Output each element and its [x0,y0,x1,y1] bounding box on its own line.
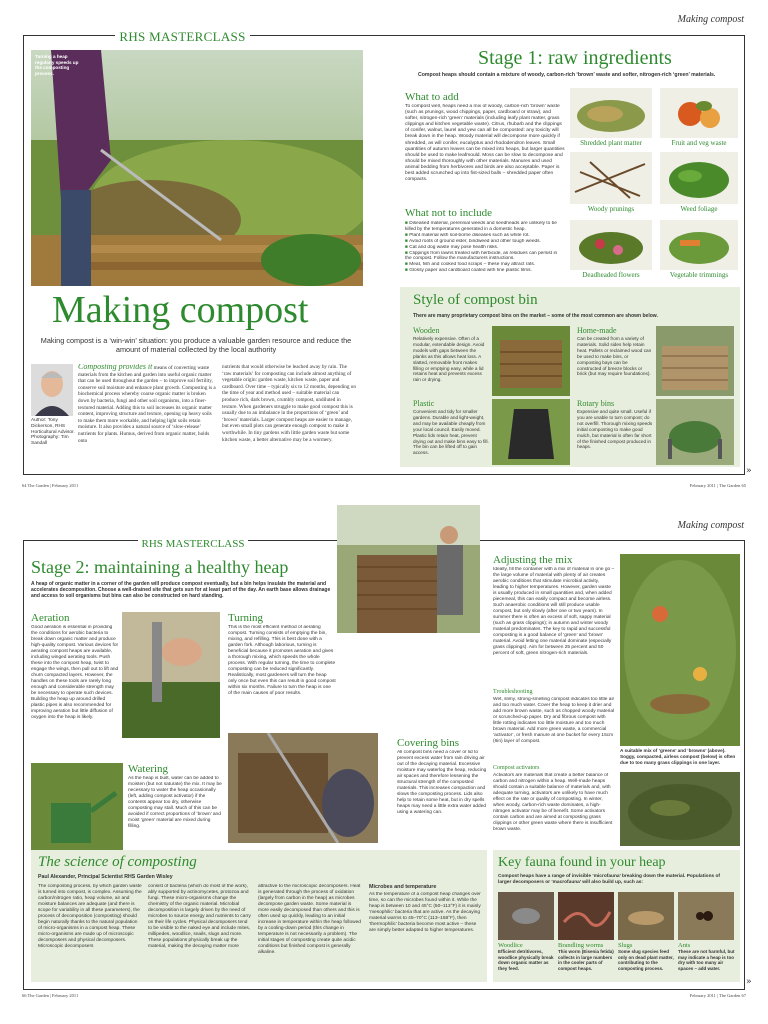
thumb-shredded-caption: Shredded plant matter [580,139,642,147]
aerator-photo [122,612,220,738]
masterclass-label-2: RHS MASTERCLASS [141,538,245,550]
bin-plastic-text: Convenient and tidy for smaller gardens. Durable and light-weight, and may be available cheaply from your local council. Easily moved. Plastic lids retain heat, prevent drying out and make bins easy to fill. The bin can be lifted off to gain access. [413,409,489,456]
thumb-fruit [660,88,738,138]
running-head: Making compost [677,14,744,25]
what-not-item: Plant material with soil-borne diseases such as white rot. [409,232,530,238]
bin-plastic-heading: Plastic [413,399,435,408]
science-heading: The science of composting [38,854,197,870]
activators-text: Activators are materials that create a better balance of carbon and nitrogen within a heap. Well-made heaps should contain a suitable balance of materials and, with adequate turning, activators are unlikely to have much effect on the rate or quality of composting. In winter, when woody, carbon-rich waste dominates, a high-nitrogen activator may be of benefit. Some activators contain carbon and are aimed at composting grass clippings or other green waste where there is insufficient brown waste. [493,773,613,832]
bin-title: Style of compost bin [413,292,538,308]
hero-photo [31,50,363,286]
mix-caption: A suitable mix of ‘greens’ and ‘browns’ (above). Soggy, compacted, airless compost (below) is often due to too many grass clippings in one layer. [620,748,736,765]
bin-wooden-text: Relatively expensive. Often of a modular, extendable design. Avoid models with gaps between the planks as this allows heat loss. A slatted, removable front makes filling or emptying easy, while a lid retains heat and prevents excess rain or drying. [413,336,485,383]
thumb-weed [660,152,738,204]
turning-photo [228,733,378,843]
fauna-heading: Key fauna found in your heap [498,855,666,870]
thumb-fruit-caption: Fruit and veg waste [671,139,727,147]
what-not-item: Avoid roots of ground elder, bindweed and other tough weeds. [408,238,541,244]
what-not-item: Cat and dog waste may pose health risks. [409,244,499,250]
what-to-add-heading: What to add [405,91,459,103]
covering-text: All compost bins need a cover or lid to prevent excess water from rain driving air out of the decaying material. Excessive moisture may waterlog the heap, reducing air spaces and therefore lessening the structural strength of the composted materials. This increases compaction and slows the composting process. Lids also help to retain some heat, but in dry spells heaps may need a little extra water added using a watering can. [397,750,487,815]
bin-homemade-photo [656,326,734,396]
fauna-ants-name: Ants [678,942,691,949]
folio-left-1: 64 The Garden | February 2011 [22,483,79,488]
bin-homemade-text: Can be created from a variety of materials. Solid sides help retain heat. Pallets or reclaimed wood can be used to make bins, or composting bays can be constructed of breeze blocks or brick (but may require foundations). [577,336,652,377]
bin-homemade-heading: Home-made [577,326,617,335]
adjusting-text: Ideally, fill the container with a mix of material in one go – the large volume of material with plenty of air creates aerobic conditions that stimulate microbial activity, leading to higher temperatures. However, garden waste is usually produced in small quantities and, when added piecemeal, this can easily compact and become airless. Such anaerobic conditions will still produce usable compost, but only slowly (after one or two years). In summer there is often an excess of soft, sappy material (such as grass clippings); in autumn and winter woody material predominates. The key to rapid and successful composting is a good balance of ‘green’ and ‘brown’ material. Avoid letting one material dominate (especially grass clippings). Aim for between 25 percent and 50 percent of soft, green nitrogen-rich materials. [493,567,615,656]
masterclass-badge-2 [138,532,248,548]
bin-plastic-photo [492,399,570,465]
thumb-weed-caption: Weed foliage [680,205,718,213]
intro-col-2: nutrients that would otherwise be leached away by rain. The ‘raw materials’ for composting can include almost anything of vegetable origin: garden waste, kitchen waste, paper and cardboard. Over time – typically six to 12 months, depending on the time of year and method used – suitable material can produce rich, dark brown, crumbly compost, undiluted in texture. When gardeners struggle to make good compost this is usually due to an imbalance in the proportions of ‘green’ and ‘brown’ materials. Larger compost heaps are easier to manage, but even small plots can generate enough compost to make it worthwhile. In tiny gardens with little garden waste but some kitchen waste, a better alternative may be a wormery. [222,364,356,443]
worms-photo [558,892,614,940]
what-not-list: ■ Diseased material, perennial weeds and seedheads are unlikely to be killed by the temperatures generated in a domestic heap. ■ Plant material with soil-borne diseases such as white rot. ■ Avoid roots of ground elder, bindweed and other tough weeds. ■ Cat and dog waste may pose health risks. ■ Clippings from lawns treated with herbicide, as residues can persist in the compost. Follow the manufacturers instructions. ■ Meat, fish and cooked food scraps – these may attract rats. ■ Glossy paper and cardboard coated with fine plastic films. [405,221,558,274]
stage1-subtitle: Compost heaps should contain a mixture of woody, carbon-rich ‘brown’ waste and softer, nitrogen-rich ‘green’ materials. [418,72,716,78]
science-col-1: The composting process, by which garden waste is turned into compost, is complex. Assuming the carbon/nitrogen ratio, heap volume, air and moisture balances are adequate (and there is scope for variability in all these parameters), the process of decomposition (composting) should begin naturally thanks to the natural population of micro-organisms in a compost heap. These micro-organisms are made up of microscopic decomposers and physical decomposers. Microscopic decomposers [38,884,142,949]
aeration-text: Good aeration is essential in providing the conditions for aerobic bacteria to break down organic matter and produce high-quality compost. Various devices for aerating compost heaps are available, including winged aerating tools. Push these into the compost heap, twist to engage the wings, then pull out to lift and churn compacted layers. However, the handles on these tools are rarely long enough and considerable strength may be necessary to operate such devices. Building the heap up around drilled plastic pipes is also recommended for improving aeration but little diffusion of oxygen into the heap is likely. [31,625,119,720]
science-byline: Paul Alexander, Principal Scientist RHS Garden Wisley [38,874,173,880]
thumb-vegetable [660,220,738,270]
adjusting-heading: Adjusting the mix [493,554,573,566]
continue-arrow-2: » [746,977,752,987]
thumb-woody-caption: Woody prunings [587,205,635,213]
folio-left-2: 66 The Garden | February 2011 [22,993,79,998]
science-col-2: consist of bacteria (which do most of the work), ably supported by actinomycetes, protozoa and fungi. These micro-organisms change the chemistry of the organic material. Microbial decomposition is largely driven by the need of microbes to source energy and nutrients to carry on their life cycles. Physical decomposers tend to be visible to the naked eye and include mites, millipedes, woodlice, snails, slugs and more. These populations physically break up the material, making the decaying matter more [148,884,251,949]
troubleshooting-text: Wet, slimy, strong-smelling compost indicates too little air and too much water. Cover the heap to keep it drier and add more brown waste, such as chopped woody material or scrunched-up paper. Dry and fibrous compost with little rotting indicates too little moisture and too much brown material. Add more green waste, a commercial ‘activator’, or fresh manure at one bucket for every 15cm (6in) layer of compost. [493,697,615,744]
bin-wooden-photo [492,326,570,396]
what-not-heading: What not to include [405,207,493,219]
thumb-vegetable-caption: Vegetable trimmings [669,271,729,279]
mix-photo [620,554,740,746]
stage2-title: Stage 2: maintaining a healthy heap [31,557,289,577]
what-not-item: Meat, fish and cooked food scraps – these may attract rats. [409,262,536,268]
microbes-heading: Microbes and temperature [369,884,437,890]
fauna-woodlice-name: Woodlice [498,942,523,949]
masterclass-badge [115,26,250,42]
watering-can-photo [31,763,123,855]
bin-rotary-heading: Rotary bins [577,399,615,408]
fauna-slugs-text: Some slug species feed only on dead plant matter, contributing to the composting process. [618,949,674,971]
standfirst: Making compost is a ‘win-win’ situation: you produce a valuable garden resource and reduce the amount of material collected by the local authority [40,336,352,354]
masterclass-label: RHS MASTERCLASS [119,29,246,44]
fauna-slugs-name: Slugs [618,942,633,949]
bin-wooden-heading: Wooden [413,326,440,335]
intro-lead: Composting provides it [78,364,153,371]
folio-right-2: February 2011 | The Garden 67 [689,993,746,998]
compost-bin-photo [337,505,480,633]
ants-photo [678,892,734,940]
author-photo [31,364,73,416]
covering-heading: Covering bins [397,737,460,749]
fauna-worms-text: This worm (Eisenia fetida) collects in large numbers in the cooler parts of compost heaps. [558,949,614,971]
watering-heading: Watering [128,763,169,775]
what-to-add-text: To compost well, heaps need a mix of woody, carbon-rich ‘brown’ waste (such as prunings, wood chippings, paper, cardboard or straw), and softer, nitrogen-rich ‘green’ materials (including leafy plant matter, grass clippings and kitchen vegetable waste). Citrus, rhubarb and the clippings of conifer, walnut, laurel and yew can all be composted: any toxicity will break down in the heap. Woody material will decompose more quickly if shredded, as will conifer, eucalyptus and rhododendron leaves. Small quantities of autumn leaves can be mixed into heaps, but larger quantities should be used to make leafmould. Moss can be slow to decompose and should be mixed thoroughly with other materials. Manures and used animal bedding from herbivores and birds are also acceptable. Paper is best added scrunched up into fist-sized balls – shredded paper often compacts. [405,104,565,183]
fauna-subtitle: Compost heaps have a range of invisible ‘microfauna’ breaking down the material. Populations of larger decomposers or ‘macrofauna’ will also build up, such as: [498,874,721,885]
microbes-text: As the temperature of a compost heap changes over time, so can the microbes found within it. While the heap is between 10 and 45°C (50–113°F) it is mainly ‘mesophilic’ bacteria that are active. As the decaying material warms to 45–70°C (113–158°F), then ‘thermophilic’ bacteria become most active – these are simply better adapted to higher temperatures. [369,892,481,933]
thumb-woody [570,152,652,204]
aeration-heading: Aeration [31,612,70,624]
activators-heading: Compost activators [493,765,540,771]
watering-text: As the heap is built, water can be added to moisten (but not saturate) the mix. It may be necessary to water the heap occasionally (left, adding compost activator) if the contents appear too dry, otherwise composting may stall. Much of this can be avoided if correct proportions of ‘brown’ and moist ‘green’ material are mixed during filling. [128,776,222,829]
woodlice-photo [498,892,554,940]
bin-rotary-photo [656,399,734,465]
turning-heading: Turning [228,612,264,624]
what-not-item: Glossy paper and cardboard coated with fine plastic films. [409,268,532,274]
troubleshooting-heading: Troubleshooting [493,689,533,695]
stage2-subtitle: A heap of organic matter in a corner of the garden will produce compost eventually, but a bin helps insulate the material and accelerates decomposition. Choose a well-drained site that gets sun for at least part of the day. An earth base allows drainage and access to soil organisms but bins can also be constructed on hard standing. [31,581,331,600]
turning-text: This is the most efficient method of aerating compost. Turning consists of emptying the bin, mixing, and refilling. This is best done with a garden fork. Although laborious, turning is beneficial because it promotes aeration and gives a thorough mixing, which speeds the whole process. With regular turning, the time to complete composting can be reduced significantly. Realistically, most gardeners will turn the heap only once but even this can result in good compost within six months. Failure to turn the heap is one of the main causes of poor results. [228,625,336,696]
fauna-ants-text: These are not harmful, but may indicate a heap is too dry with too many air spaces – add water. [678,949,735,971]
stage1-title: Stage 1: raw ingredients [478,47,672,69]
soggy-photo [620,772,740,846]
continue-arrow: » [746,466,752,476]
bin-rotary-text: Expensive and quite small. Useful if you are unable to turn compost; do not overfill. Thorough mixing speeds initial composting to make good mulch, but material is often far short of the finished compost produced in heaps. [577,409,653,450]
folio-right-1: February 2011 | The Garden 65 [689,483,746,488]
what-not-item: Clippings from lawns treated with herbicide, as residues can persist in the compost. Follow the manufacturers instructions. [405,250,558,262]
intro-text-1: means of converting waste materials from the kitchen and garden into useful organic matter that can be used throughout the garden – to improve soil fertility, conserve soil moisture and enhance plant growth. Composting is a biochemical process whereby coarse organic matter is broken down by bacteria, fungi and other soil organisms, into a finer-textured material. Adding this to soil increases its organic matter content, improving structure and texture, opening up heavy soils to make them more workable, and helping light soils retain moisture. It also provides a natural source of ‘slow-release’ nutrients for plants. Humus, derived from organic matter, holds onto [78,365,216,444]
intro-col-1 [78,364,216,466]
author-credit: Author: Tony Dickerson, RHS Horticultural Advisor. Photography: Tim Sandall [31,418,75,447]
bin-subtitle: There are many proprietary compost bins on the market – some of the most common are shown below. [413,313,658,319]
what-not-item: Diseased material, perennial weeds and seedheads are unlikely to be killed by the temperatures generated in a domestic heap. [405,221,557,232]
page-title: Making compost [52,289,309,331]
hero-caption: Turning a heap regularly speeds up the composting process. [35,54,79,76]
thumb-shredded [570,88,652,138]
thumb-deadheaded-caption: Deadheaded flowers [582,271,640,279]
fauna-woodlice-text: Efficient detritivores, woodlice physically break down organic matter as they feed. [498,949,554,971]
slugs-photo [618,892,674,940]
science-col-3: attractive to the microscopic decomposers. Heat is generated through the process of oxidation (largely from carbon in the heap) as microbes decompose garden waste. Some material is more easily decomposed than others and this is often used up quickly, leading to an initial increase in temperature within the heap followed by a cooling-down period (this change in temperature is not necessarily a problem). The initial stages of composting create quite acidic conditions but finished compost is generally alkaline. [258,884,361,955]
fauna-worms-name: Brandling worms [558,942,604,949]
thumb-deadheaded [570,220,652,270]
running-head-2: Making compost [677,520,744,531]
